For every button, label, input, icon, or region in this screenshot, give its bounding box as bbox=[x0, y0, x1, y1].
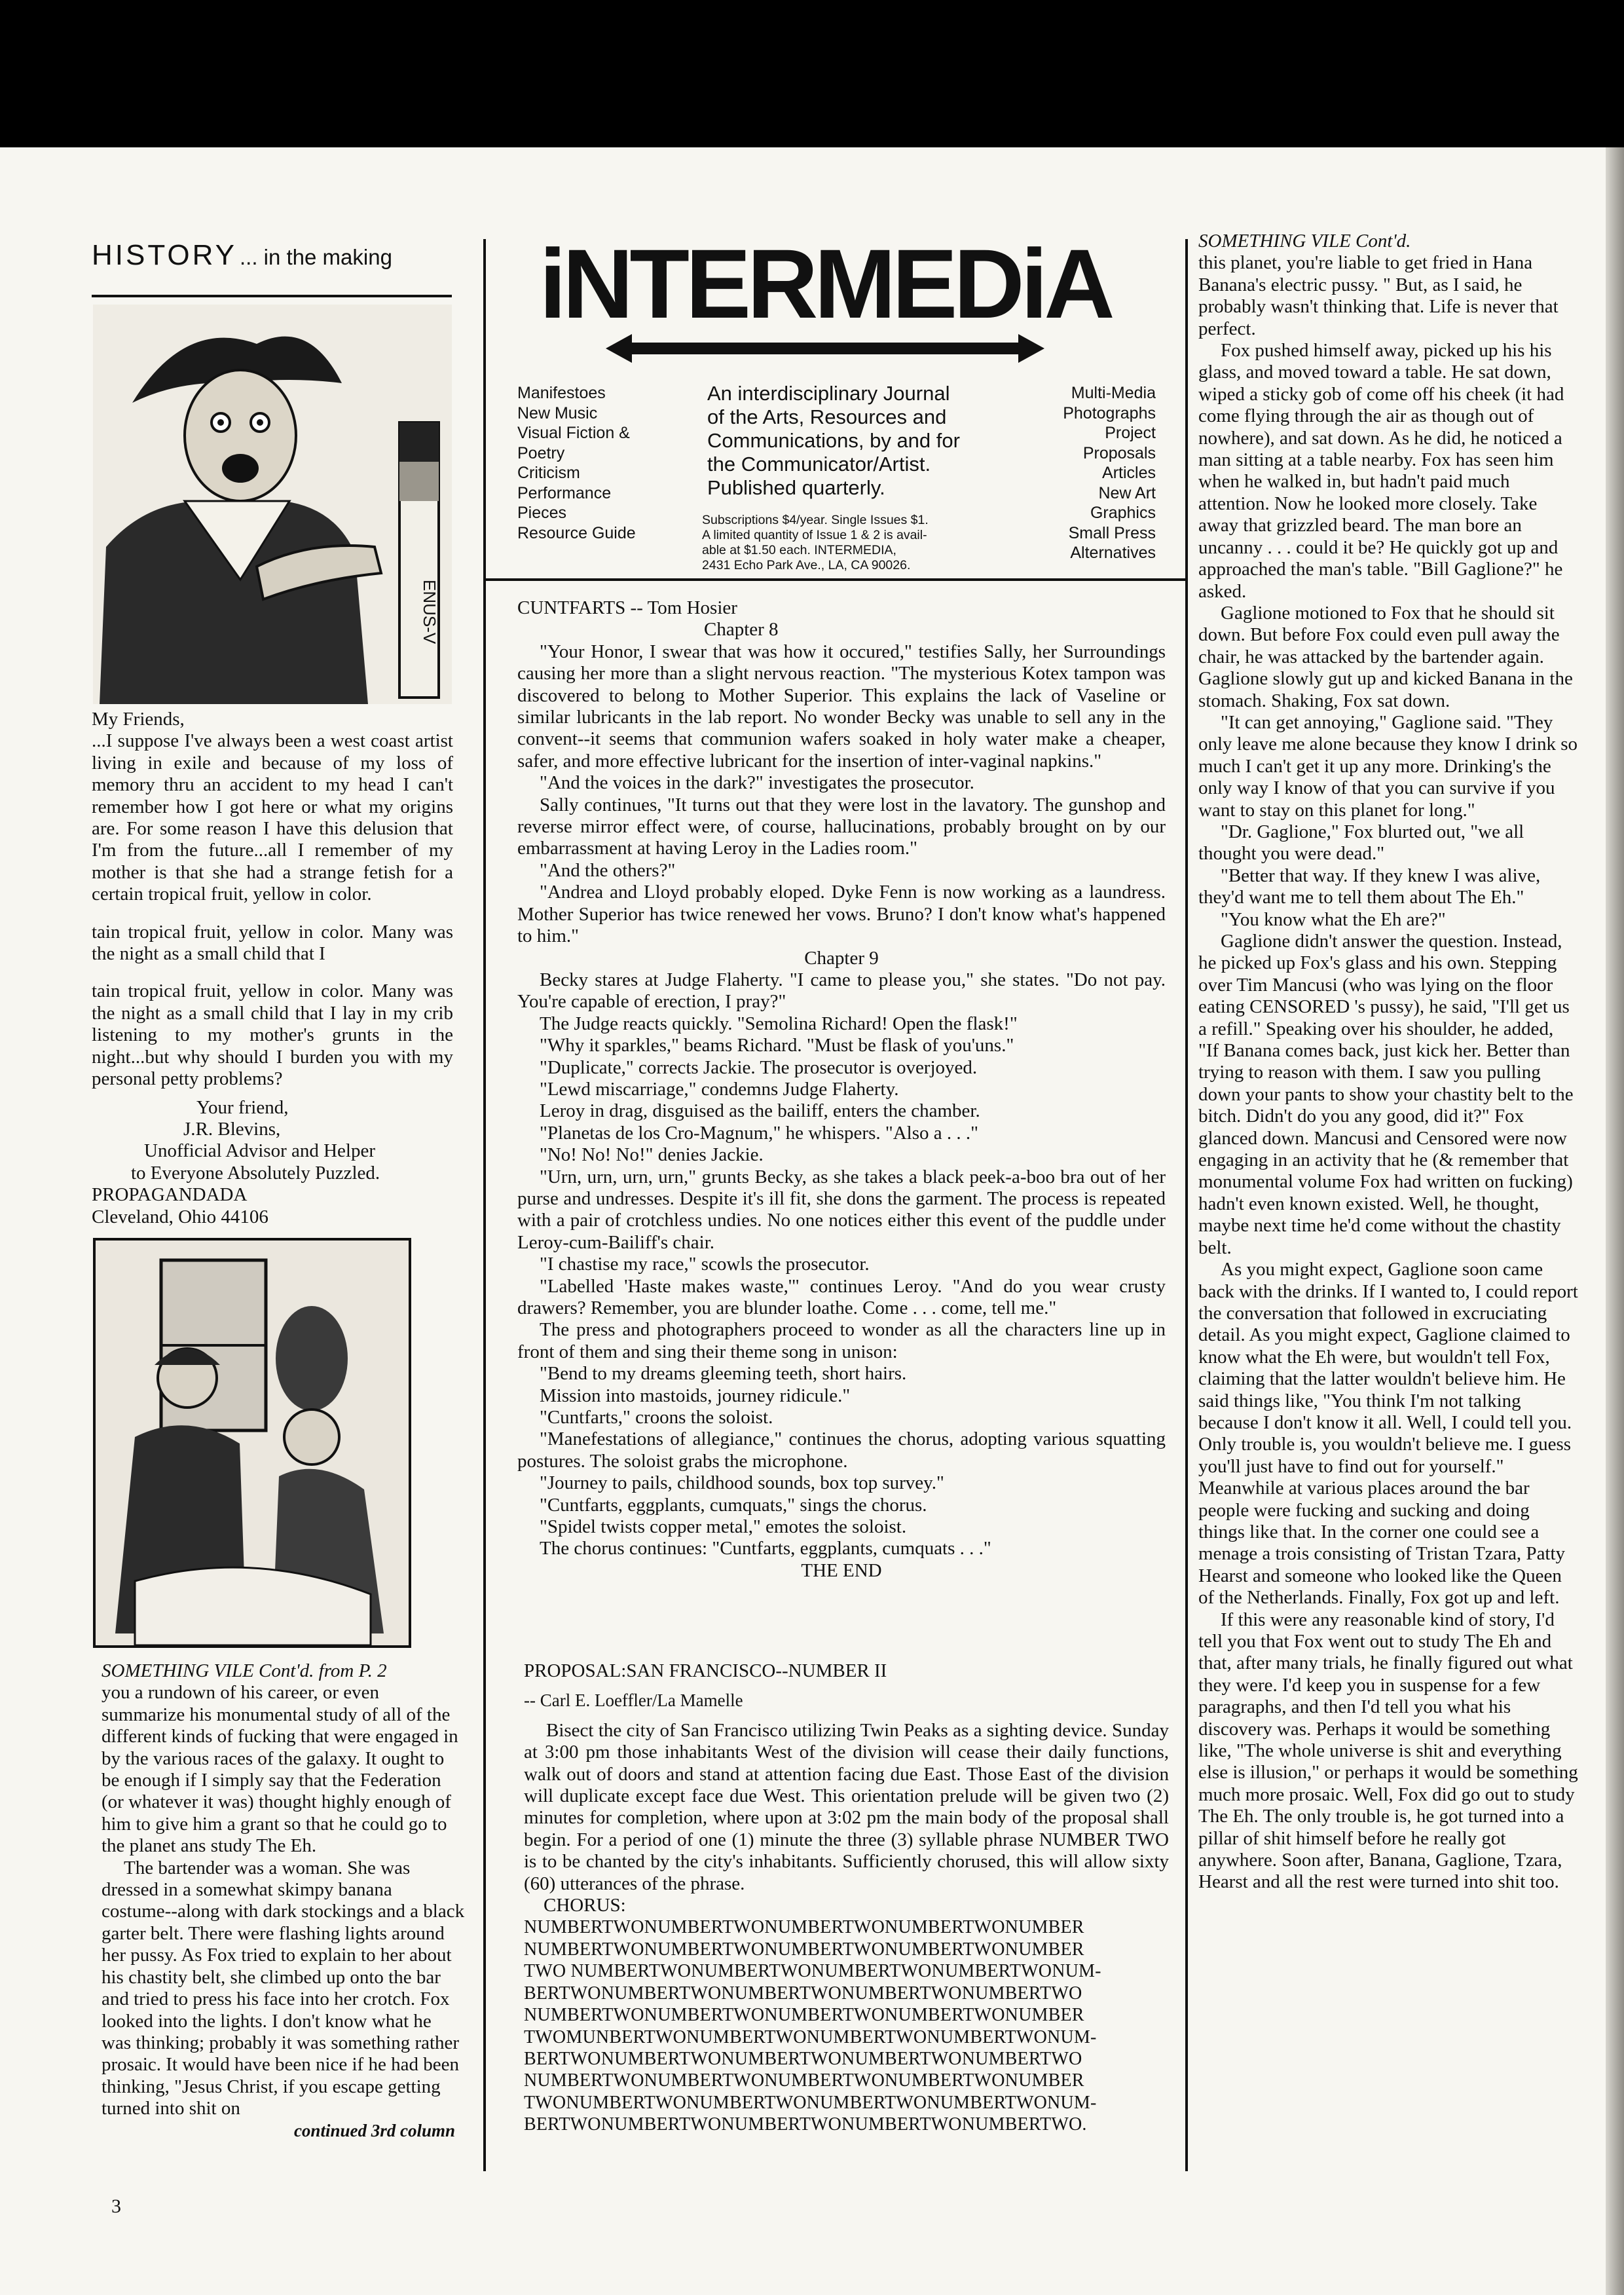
story-paragraph: "Manefestations of allegiance," continues the chorus, adopting various squatting postures. The soloist grabs the microphone. bbox=[517, 1428, 1166, 1472]
masthead-item: New Music bbox=[517, 403, 598, 422]
column-rule-left bbox=[483, 239, 486, 2171]
masthead-item: Articles bbox=[1102, 464, 1156, 482]
story-paragraph: "Andrea and Lloyd probably eloped. Dyke Fenn is now working as a laundress. Mother Superior has twice renewed her vows. Bruno? I don't know what's happened to him." bbox=[517, 882, 1166, 947]
story-paragraph: Leroy in drag, disguised as the bailiff, enters the chamber. bbox=[540, 1100, 980, 1122]
continued-note: continued 3rd column bbox=[293, 2120, 455, 2140]
something-vile-part1 bbox=[101, 1660, 465, 2142]
chorus-line: BERTWONUMBERTWONUMBERTWONUMBERTWONUMBERTWO bbox=[524, 1983, 1082, 2004]
masthead-item: Resource Guide bbox=[517, 523, 636, 542]
letter-paragraph: tain tropical fruit, yellow in color. Many was the night as a small child that I lay in my crib listening to my mother's grunts in the night...but why should I burden you with my personal petty problems? bbox=[92, 980, 453, 1090]
masthead-item: New Art bbox=[1098, 483, 1156, 502]
vintage-cartoon-illustration bbox=[93, 1238, 411, 1648]
vile-paragraph: Fox pushed himself away, picked up his his glass, and moved toward a table. He sat down, wiped a sticky gob of come off his cheek (it had come flying through the air as though out of nowhere), and sat down. As he did, he noticed a man sitting at a table nearby. Fox has seen him when he walked in, but hadn't paid much attention. Now he looked more closely. Take away that grizzled beard. The man bore an uncanny . . . could it be? He quickly got up and approached the man's table. "Bill Gaglione?" he asked. bbox=[1198, 340, 1564, 602]
subscription-line: able at $1.50 each. INTERMEDIA, bbox=[702, 543, 896, 557]
vile-paragraph: The bartender was a woman. She was dressed in a somewhat skimpy banana costume--along with dark stockings and a black garter belt. There were flashing lights around her pussy. As Fox tried to explain to her about his chastity belt, she climbed up onto the bar and tried to press his face into her crotch. Fox looked into the lights. I don't know what he was thinking; probably it was something rather prosaic. It would have been nice if he had been thinking, "Jesus Christ, if you escape getting turned into shit on bbox=[101, 1857, 465, 2119]
tagline-line: Published quarterly. bbox=[707, 476, 885, 499]
masthead-item: Pieces bbox=[517, 504, 567, 522]
chorus-line: TWO NUMBERTWONUMBERTWONUMBERTWONUMBERTWONUM- bbox=[524, 1961, 1101, 1982]
masthead-item: Criticism bbox=[517, 464, 580, 482]
pencil-label: ENUS-V bbox=[420, 580, 439, 644]
column-rule-right bbox=[1185, 239, 1188, 2171]
history-letter bbox=[92, 709, 453, 1228]
story-end: THE END bbox=[801, 1559, 882, 1581]
letter-city: Cleveland, Ohio 44106 bbox=[92, 1206, 268, 1227]
vile-heading: SOMETHING VILE Cont'd. bbox=[1198, 231, 1411, 252]
something-vile-part2 bbox=[1198, 231, 1578, 1894]
subscription-line: Subscriptions $4/year. Single Issues $1. bbox=[702, 513, 929, 527]
page-gutter-shadow bbox=[1606, 147, 1624, 2295]
story-title: CUNTFARTS -- Tom Hosier bbox=[517, 597, 737, 618]
story-paragraph: The Judge reacts quickly. "Semolina Richard! Open the flask!" bbox=[540, 1013, 1018, 1034]
masthead-item: Alternatives bbox=[1070, 544, 1156, 562]
chorus-line: NUMBERTWONUMBERTWONUMBERTWONUMBERTWONUMBER bbox=[524, 2070, 1084, 2091]
vile-paragraph: "Better that way. If they knew I was alive, they'd want me to tell them about The Eh." bbox=[1198, 865, 1541, 908]
history-heading bbox=[92, 239, 455, 272]
chapter-heading: Chapter 9 bbox=[804, 947, 879, 969]
masthead-item: Manifestoes bbox=[517, 384, 606, 402]
logo-wordmark: iNTERMEDiA bbox=[539, 229, 1111, 339]
chorus-line: NUMBERTWONUMBERTWONUMBERTWONUMBERTWONUMBER bbox=[524, 1939, 1084, 1960]
letter-signature-title: to Everyone Absolutely Puzzled. bbox=[131, 1162, 380, 1184]
masthead-item: Performance bbox=[517, 483, 612, 502]
proposal-article bbox=[524, 1660, 1169, 2136]
vile-paragraph: Gaglione motioned to Fox that he should sit down. But before Fox could even pull away the chair, he was attacked by the bartender again. Gaglione slowly gut up and kicked Banana in the stomach. Shaking, Fox sat down. bbox=[1198, 602, 1573, 711]
masthead-item: Project bbox=[1105, 424, 1156, 442]
subscription-line: 2431 Echo Park Ave., LA, CA 90026. bbox=[702, 558, 911, 572]
story-paragraph: Sally continues, "It turns out that they were lost in the lavatory. The gunshop and reverse mirror effect were, of course, hallucinations, probably brought on by our embarrassment at having Leroy in the Ladies room." bbox=[517, 794, 1166, 859]
story-paragraph: The press and photographers proceed to wonder as all the characters line up in front of them and sing their theme song in unison: bbox=[517, 1319, 1166, 1362]
story-paragraph: "And the voices in the dark?" investigates the prosecutor. bbox=[540, 772, 974, 794]
masthead-item: Proposals bbox=[1082, 443, 1156, 462]
letter-signature-name: J.R. Blevins, bbox=[183, 1118, 281, 1140]
masthead-item: Poetry bbox=[517, 443, 565, 462]
tagline-line: of the Arts, Resources and bbox=[707, 405, 947, 428]
history-heading-suffix: ... in the making bbox=[239, 245, 392, 269]
vile-paragraph: Gaglione didn't answer the question. Instead, he picked up Fox's glass and his own. Stepping over Tim Mancusi (who was lying on the floor eating CENSORED 's pussy), he said, "I'll get us a refill." Speaking over his shoulder, he added, "If Banana comes back, just kick her. Better than trying to reason with them. I saw you pulling down your pants to show your chastity belt to the bitch. Didn't do you any good, did it?" Fox glanced down. Mancusi and Censored were now engaging in an activity that he (& remember that monumental volume Fox had written on fucking) hadn't even known existed. Well, he thought, maybe next time he'd come without the chastity belt. bbox=[1198, 931, 1574, 1258]
chorus-line: BERTWONUMBERTWONUMBERTWONUMBERTWONUMBERTWO. bbox=[524, 2114, 1087, 2135]
masthead-rule bbox=[483, 578, 1188, 581]
vile-paragraph: "Dr. Gaglione," Fox blurted out, "we all thought you were dead." bbox=[1198, 821, 1524, 865]
masthead-right-list bbox=[1031, 383, 1156, 563]
letter-greeting: My Friends, bbox=[92, 709, 185, 730]
proposal-body: Bisect the city of San Francisco utilizing Twin Peaks as a sighting device. Sunday at 3:00 pm those inhabitants West of the division will cease their daily functions, walk out of doors and stand at attention facing due East. Those East of the division will duplicate except face due West. This orientation prelude will be given two (2) minutes for completion, where upon at 3:02 pm the main body of the proposal shall begin. For a period of one (1) minute the three (3) syllable phrase NUMBER TWO is to be chanted by the city's inhabitants. Sufficiently chorused, this will allow sixty (60) utterances of the phrase. bbox=[524, 1719, 1169, 1894]
chorus-line: TWOMUNBERTWONUMBERTWONUMBERTWONUMBERTWONUM- bbox=[524, 2026, 1097, 2047]
story-paragraph: Mission into mastoids, journey ridicule." bbox=[540, 1385, 851, 1406]
letter-paragraph: ...I suppose I've always been a west coast artist living in exile and because of my loss of memory thru an accident to my head I can't remember how I got here or what my origins are. For some reason I have this delusion that I'm from the future...all I remember of my mother is that she had a strange fetish for a certain tropical fruit, yellow in color. bbox=[92, 730, 453, 905]
chorus-line: NUMBERTWONUMBERTWONUMBERTWONUMBERTWONUMBER bbox=[524, 2005, 1084, 2026]
vile-paragraph: you a rundown of his career, or even summarize his monumental study of all of the different kinds of fucking that were engaged in by the various races of the galaxy. It ought to be enough if I simply say that the Federation (or whatever it was) thought highly enough of him to give him a grant so that he could go to the planet ans study The Eh. bbox=[101, 1682, 458, 1857]
story-paragraph: "No! No! No!" denies Jackie. bbox=[540, 1144, 764, 1166]
story-paragraph: "Cuntfarts, eggplants, cumquats," sings the chorus. bbox=[540, 1494, 927, 1516]
subscription-line: A limited quantity of Issue 1 & 2 is avail- bbox=[702, 528, 927, 542]
story-paragraph: "I chastise my race," scowls the prosecutor. bbox=[540, 1254, 870, 1275]
story-paragraph: "Cuntfarts," croons the soloist. bbox=[540, 1407, 773, 1428]
tagline-line: Communications, by and for bbox=[707, 429, 960, 452]
story-paragraph: "Lewd miscarriage," condemns Judge Flaherty. bbox=[540, 1078, 899, 1100]
vile-heading: SOMETHING VILE Cont'd. from P. 2 bbox=[101, 1660, 387, 1681]
page-number: 3 bbox=[111, 2195, 121, 2217]
masthead-tagline bbox=[707, 382, 1048, 500]
masthead-item: Small Press bbox=[1068, 523, 1156, 542]
story-paragraph: "Why it sparkles," beams Richard. "Must be flask of you'uns." bbox=[540, 1035, 1014, 1056]
story-paragraph: "Urn, urn, urn, urn," grunts Becky, as she takes a black peek-a-boo bra out of her purse and undresses. Despite it's ill fit, she dons the garment. The process is repeated with a pair of crotchless undies. No one notices either this event of the puddle under Leroy-cum-Bailiff's chair. bbox=[517, 1166, 1166, 1253]
masthead-left-list bbox=[517, 383, 674, 543]
chorus-line: BERTWONUMBERTWONUMBERTWONUMBERTWONUMBERTWO bbox=[524, 2048, 1082, 2069]
story-paragraph: Becky stares at Judge Flaherty. "I came to please you," she states. "Do not pay. You're capable of erection, I pray?" bbox=[517, 969, 1166, 1013]
history-heading-title: HISTORY bbox=[92, 239, 237, 271]
vile-paragraph: "It can get annoying," Gaglione said. "They only leave me alone because they know I drink so much I can't get it up any more. Drinking's the only way I know of that you can survive if you want to stay on this planet for long." bbox=[1198, 711, 1578, 821]
letter-paragraph: tain tropical fruit, yellow in color. Many was the night as a small child that I bbox=[92, 921, 453, 965]
story-paragraph: "Bend to my dreams gleeming teeth, short hairs. bbox=[540, 1363, 907, 1385]
masthead-subscription bbox=[702, 513, 1049, 573]
story-paragraph: "Your Honor, I swear that was how it occured," testifies Sally, her Surroundings causing her more than a slight nervous reaction. "The mysterious Kotex tampon was discovered to belong to Mother Superior. This explains the lack of Vaseline or similar lubricants in the lab report. No wonder Becky was unable to sell any in the convent--it seems that communion wafers soaked in holy water make a cheaper, safer, and more effective lubricant for the insertion of inter-vaginal napkins." bbox=[517, 641, 1166, 772]
masthead-item: Graphics bbox=[1090, 504, 1156, 522]
story-paragraph: "Spidel twists copper metal," emotes the soloist. bbox=[540, 1516, 907, 1538]
story-paragraph: "Duplicate," corrects Jackie. The prosecutor is overjoyed. bbox=[540, 1056, 978, 1078]
tagline-line: An interdisciplinary Journal bbox=[707, 382, 950, 405]
story-paragraph: "Planetas de los Cro-Magnum," he whispers. "Also a . . ." bbox=[540, 1122, 978, 1144]
tagline-line: the Communicator/Artist. bbox=[707, 453, 931, 476]
chapter-heading: Chapter 8 bbox=[704, 619, 779, 641]
masthead-item: Multi-Media bbox=[1071, 384, 1156, 402]
letter-signature-title: Unofficial Advisor and Helper bbox=[144, 1140, 376, 1162]
story-paragraph: "Labelled 'Haste makes waste,'" continues Leroy. "And do you wear crusty drawers? Remember, you are blunder loathe. Come . . . come, tell me." bbox=[517, 1275, 1166, 1318]
pirate-illustration bbox=[93, 305, 452, 704]
intermedia-logo bbox=[539, 229, 1111, 367]
letter-org: PROPAGANDADA bbox=[92, 1184, 248, 1206]
story-paragraph: "Journey to pails, childhood sounds, box top survey." bbox=[540, 1472, 944, 1494]
chorus-line: NUMBERTWONUMBERTWONUMBERTWONUMBERTWONUMBER bbox=[524, 1917, 1084, 1938]
story-paragraph: The chorus continues: "Cuntfarts, eggplants, cumquats . . ." bbox=[540, 1538, 991, 1559]
history-rule bbox=[92, 295, 452, 297]
vile-paragraph: "You know what the Eh are?" bbox=[1221, 908, 1446, 930]
scan-border bbox=[0, 0, 1624, 147]
letter-closing: Your friend, bbox=[196, 1096, 289, 1118]
masthead-item: Visual Fiction & bbox=[517, 424, 630, 442]
vile-paragraph: If this were any reasonable kind of story, I'd tell you that Fox went out to study The Eh and that, after many trials, he finally figured out what they were. I'd keep you in suspense for a few paragraphs, and then I'd tell you what his discovery was. Perhaps it would be something like, "The whole universe is shit and everything else is illusion," or perhaps it would be something much more prosaic. Well, Fox did go out to study The Eh. The only trouble is, he got turned into a pillar of shit himself before he really got anywhere. Soon after, Banana, Gaglione, Tzara, Hearst and all the rest were turned into shit too. bbox=[1198, 1609, 1578, 1893]
proposal-author: -- Carl E. Loeffler/La Mamelle bbox=[524, 1690, 743, 1711]
chorus-label: CHORUS: bbox=[544, 1895, 626, 1916]
cuntfarts-story bbox=[517, 597, 1166, 1582]
story-paragraph: "And the others?" bbox=[540, 859, 676, 881]
vile-paragraph: this planet, you're liable to get fried in Hana Banana's electric pussy. " But, as I said, he probably wasn't thinking that. Life is never that perfect. bbox=[1198, 252, 1559, 339]
vile-paragraph: As you might expect, Gaglione soon came back with the drinks. If I wanted to, I could report the conversation that followed in excruciating detail. As you might expect, Gaglione claimed to know what the Eh were, but wouldn't tell Fox, claiming that the latter wouldn't believe him. He said things like, "You think I'm not talking because I don't know it all. Well, I could tell you. Only trouble is, you wouldn't believe me. I guess you'll just have to find out for yourself." Meanwhile at various places around the bar people were fucking and sucking and doing things like that. In the corner one could see a menage a trois consisting of Tristan Tzara, Patty Hearst and someone who looked like the Queen of the Netherlands. Finally, Fox got up and left. bbox=[1198, 1259, 1578, 1609]
proposal-title: PROPOSAL:SAN FRANCISCO--NUMBER II bbox=[524, 1660, 887, 1681]
masthead-item: Photographs bbox=[1063, 403, 1156, 422]
chorus-line: TWONUMBERTWONUMBERTWONUMBERTWONUMBERTWONUM- bbox=[524, 2092, 1097, 2113]
